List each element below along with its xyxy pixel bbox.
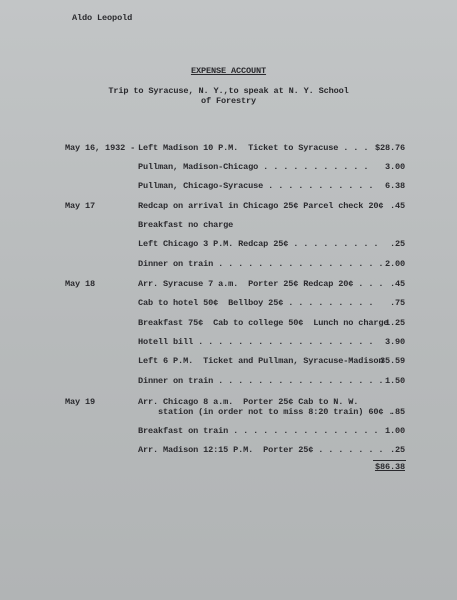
entry-description: Dinner on train . . . . . . . . . . . . . . . . . [138, 376, 384, 386]
entry-date: May 17 [65, 201, 96, 211]
entry-description: Breakfast 75¢ Cab to college 50¢ Lunch no charge [138, 318, 389, 328]
entry-amount: 35.59 [379, 356, 405, 366]
entry-amount: .25 [389, 445, 405, 455]
entry-date: May 16, 1932 - [65, 143, 136, 153]
entry-amount: .75 [389, 298, 405, 308]
entry-description: Hotell bill . . . . . . . . . . . . . . . . . . [138, 337, 374, 347]
entry-date: May 18 [65, 279, 96, 289]
entry-description: Dinner on train . . . . . . . . . . . . . . . . . [138, 259, 384, 269]
entry-description: Left Madison 10 P.M. Ticket to Syracuse . . . [138, 143, 369, 153]
entry-amount: $28.76 [374, 143, 405, 153]
entry-description: station (in order not to miss 8:20 train) 60¢ . [138, 407, 394, 417]
total-amount: $86.38 [374, 462, 405, 472]
author-name: Aldo Leopold [72, 13, 133, 23]
entry-amount: 1.25 [384, 318, 405, 328]
entry-amount: .45 [389, 201, 405, 211]
entry-description: Breakfast on train . . . . . . . . . . . . . . . [138, 426, 379, 436]
entry-amount: .45 [389, 279, 405, 289]
document-title: EXPENSE ACCOUNT [190, 66, 267, 76]
entry-amount: 1.50 [384, 376, 405, 386]
entry-description: Pullman, Madison-Chicago . . . . . . . . . . . [138, 162, 369, 172]
entry-description: Arr. Madison 12:15 P.M. Porter 25¢ . . . . . . . [138, 445, 384, 455]
entry-description: Breakfast no charge [138, 220, 234, 230]
entry-description: Left Chicago 3 P.M. Redcap 25¢ . . . . . . . . . [138, 239, 379, 249]
entry-amount: .25 [389, 239, 405, 249]
entry-description: Arr. Syracuse 7 a.m. Porter 25¢ Redcap 20¢ . . . [138, 279, 384, 289]
total-rule [373, 460, 406, 461]
entry-description: Redcap on arrival in Chicago 25¢ Parcel check 20¢ [138, 201, 384, 211]
entry-amount: 3.00 [384, 162, 405, 172]
trip-description-line-1: Trip to Syracuse, N. Y.,to speak at N. Y. School [108, 86, 349, 96]
entry-amount: 2.00 [384, 259, 405, 269]
entry-description: Pullman, Chicago-Syracuse . . . . . . . . . . . [138, 181, 374, 191]
entry-amount: .85 [389, 407, 405, 417]
entry-amount: 6.38 [384, 181, 405, 191]
entry-amount: 3.90 [384, 337, 405, 347]
entry-description: Left 6 P.M. Ticket and Pullman, Syracuse-Madison [138, 356, 384, 366]
trip-description-line-2: of Forestry [200, 96, 257, 106]
entry-description: Cab to hotel 50¢ Bellboy 25¢ . . . . . . . . . [138, 298, 374, 308]
entry-description: Arr. Chicago 8 a.m. Porter 25¢ Cab to N. W. [138, 397, 359, 407]
entry-date: May 19 [65, 397, 96, 407]
entry-amount: 1.00 [384, 426, 405, 436]
